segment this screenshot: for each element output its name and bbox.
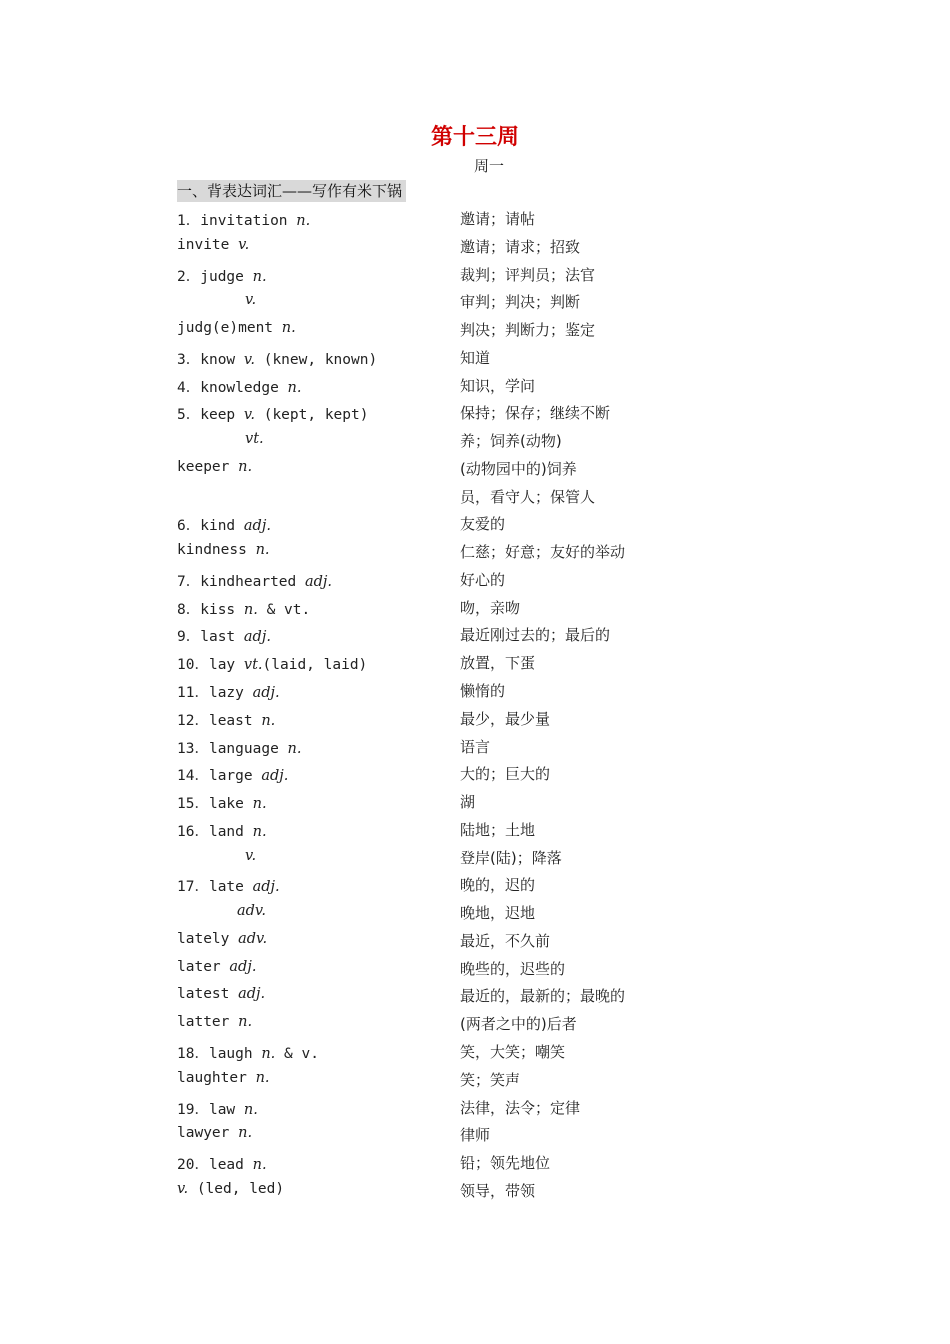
entry-part-of-speech: n. xyxy=(261,712,276,729)
entry-word: 8．kiss xyxy=(177,601,244,618)
vocab-entry xyxy=(177,1121,697,1149)
entry-meaning: 笑，大笑；嘲笑 xyxy=(460,1042,566,1061)
entry-meaning: 保持；保存；继续不断 xyxy=(460,404,611,423)
entry-meaning: 裁判；评判员；法官 xyxy=(460,265,596,284)
entry-part-of-speech: n. xyxy=(238,1014,253,1031)
entry-word: lately xyxy=(177,930,239,947)
vocab-entry xyxy=(177,844,697,872)
entry-meaning: 法律，法令；定律 xyxy=(460,1098,581,1117)
vocab-entry xyxy=(177,733,697,761)
entry-term xyxy=(177,570,332,591)
entry-meaning: 友爱的 xyxy=(460,515,506,534)
entry-meaning: 知道 xyxy=(460,348,491,367)
entry-word: laughter xyxy=(177,1069,256,1086)
entry-word: latest xyxy=(177,986,239,1003)
entry-term xyxy=(177,1014,252,1030)
entry-part-of-speech: adv. xyxy=(237,903,267,920)
entry-term xyxy=(177,1181,284,1197)
entry-part-of-speech: adj. xyxy=(305,573,333,590)
entry-term xyxy=(177,209,310,230)
entry-part-of-speech: vt. xyxy=(243,657,263,674)
entry-term xyxy=(177,403,368,424)
entry-meaning: 好心的 xyxy=(460,570,506,589)
entry-term xyxy=(177,931,267,947)
entry-term xyxy=(177,764,288,785)
vocab-entry xyxy=(177,705,697,733)
entry-forms: (kept, kept) xyxy=(254,407,369,424)
entry-term xyxy=(177,709,275,730)
entry-part-of-speech: v. xyxy=(243,351,255,368)
entry-forms: (led, led) xyxy=(188,1180,285,1197)
entry-meaning: 放置，下蛋 xyxy=(460,654,536,673)
entry-part-of-speech: n. xyxy=(252,823,267,840)
entry-part-of-speech: n. xyxy=(261,1045,276,1062)
entry-word: later xyxy=(177,958,230,975)
entry-word: kindness xyxy=(177,542,256,559)
vocab-entry xyxy=(177,316,697,344)
vocab-entry xyxy=(177,483,697,511)
entry-word: 12．least xyxy=(177,712,262,729)
entry-term xyxy=(245,848,256,864)
entry-term xyxy=(177,986,265,1002)
entry-term xyxy=(177,376,301,397)
entry-word: 9．last xyxy=(177,629,244,646)
entry-word: 10．lay xyxy=(177,657,244,674)
entry-word: 20．lead xyxy=(177,1157,253,1174)
entry-part-of-speech: n. xyxy=(252,796,267,813)
entry-term xyxy=(177,459,252,475)
entry-meaning: 铅；领先地位 xyxy=(460,1154,551,1173)
entry-meaning: 最近的，最新的；最晚的 xyxy=(460,987,626,1006)
entry-part-of-speech: v. xyxy=(243,407,255,424)
entry-term xyxy=(177,1070,270,1086)
entry-meaning: 律师 xyxy=(460,1126,491,1145)
entry-term xyxy=(177,514,271,535)
entry-word: judg(e)ment xyxy=(177,320,282,337)
entry-part-of-speech: n. xyxy=(252,268,267,285)
entry-meaning: 领导，带领 xyxy=(460,1181,536,1200)
entry-word: 19．law xyxy=(177,1101,244,1118)
entry-part-of-speech: n. xyxy=(243,601,258,618)
entry-part-of-speech: v. xyxy=(245,292,257,309)
entry-term xyxy=(237,903,266,919)
entry-part-of-speech: n. xyxy=(287,740,302,757)
entry-term xyxy=(177,1153,267,1174)
entry-forms: & vt. xyxy=(257,601,311,618)
entry-meaning: 最近刚过去的；最后的 xyxy=(460,626,611,645)
entry-forms: (laid, laid) xyxy=(262,657,368,674)
entry-term xyxy=(177,598,310,619)
entry-term xyxy=(177,320,296,336)
vocab-entry xyxy=(177,816,697,844)
entry-term xyxy=(177,1098,258,1119)
entry-meaning: 登岸(陆)；降落 xyxy=(460,848,562,867)
vocab-entry xyxy=(177,372,697,400)
entry-meaning: 养；饲养(动物) xyxy=(460,432,562,451)
vocab-entry xyxy=(177,344,697,372)
entry-part-of-speech: n. xyxy=(243,1101,258,1118)
vocab-entry xyxy=(177,788,697,816)
entry-part-of-speech: n. xyxy=(238,1125,253,1142)
entry-part-of-speech: n. xyxy=(255,1069,270,1086)
entry-term xyxy=(245,431,264,447)
vocab-entry xyxy=(177,1177,697,1205)
vocab-entry xyxy=(177,1010,697,1038)
entry-meaning: 邀请；请求；招致 xyxy=(460,237,581,256)
entry-meaning: 晚些的，迟些的 xyxy=(460,959,566,978)
entry-term xyxy=(177,653,367,674)
entry-meaning: 晚的，迟的 xyxy=(460,876,536,895)
entry-word: 11．lazy xyxy=(177,685,253,702)
entry-forms: & v. xyxy=(275,1045,319,1062)
vocab-entry xyxy=(177,621,697,649)
entry-word: 4．knowledge xyxy=(177,379,288,396)
vocab-entry xyxy=(177,1149,697,1177)
vocab-entry xyxy=(177,982,697,1010)
entry-part-of-speech: adj. xyxy=(243,518,271,535)
entry-word: 2．judge xyxy=(177,268,253,285)
entry-forms: (knew, known) xyxy=(254,351,378,368)
entry-term xyxy=(177,348,377,369)
vocab-entry xyxy=(177,427,697,455)
entry-term xyxy=(177,542,270,558)
entry-word: 3．know xyxy=(177,351,244,368)
entry-part-of-speech: adj. xyxy=(229,958,257,975)
entry-meaning: 知识，学问 xyxy=(460,376,536,395)
entry-word: 6．kind xyxy=(177,518,244,535)
vocab-entry xyxy=(177,871,697,899)
entry-part-of-speech: n. xyxy=(255,542,270,559)
entry-word: 16．land xyxy=(177,823,253,840)
vocab-entry xyxy=(177,399,697,427)
entry-term xyxy=(177,1125,252,1141)
vocab-entry xyxy=(177,649,697,677)
vocab-entry xyxy=(177,538,697,566)
vocab-entry xyxy=(177,510,697,538)
entry-word: 13．language xyxy=(177,740,288,757)
entry-term xyxy=(177,237,249,253)
entry-word: latter xyxy=(177,1014,239,1031)
vocab-entry xyxy=(177,955,697,983)
entry-part-of-speech: n. xyxy=(296,213,311,229)
vocab-entry xyxy=(177,927,697,955)
entry-meaning: 陆地；土地 xyxy=(460,820,536,839)
entry-meaning: 仁慈；好意；友好的举动 xyxy=(460,543,626,562)
entry-meaning: 判决；判断力；鉴定 xyxy=(460,321,596,340)
entry-term xyxy=(177,737,301,758)
vocab-entry xyxy=(177,1066,697,1094)
entry-meaning: 晚地，迟地 xyxy=(460,904,536,923)
entry-term xyxy=(177,820,267,841)
vocab-entry xyxy=(177,1094,697,1122)
entry-part-of-speech: n. xyxy=(252,1157,267,1174)
entry-word: 5．keep xyxy=(177,407,244,424)
entry-word: keeper xyxy=(177,458,239,475)
vocab-entry xyxy=(177,205,697,233)
page-title: 第十三周 xyxy=(430,124,519,150)
vocab-entry xyxy=(177,899,697,927)
page-subtitle: 周一 xyxy=(474,157,505,175)
entry-word: lawyer xyxy=(177,1125,239,1142)
entry-word: 17．late xyxy=(177,879,253,896)
vocab-entry xyxy=(177,566,697,594)
entry-meaning: 懒惰的 xyxy=(460,682,506,701)
vocab-entry xyxy=(177,455,697,483)
entry-term xyxy=(245,292,256,308)
vocab-entry xyxy=(177,233,697,261)
entry-word: 14．large xyxy=(177,768,262,785)
entry-part-of-speech: adj. xyxy=(252,879,280,896)
entry-term xyxy=(177,959,256,975)
entry-word: 7．kindhearted xyxy=(177,573,305,590)
entry-meaning: 最近，不久前 xyxy=(460,931,551,950)
entry-part-of-speech: n. xyxy=(287,379,302,396)
vocab-entry xyxy=(177,677,697,705)
entry-term xyxy=(177,265,267,286)
entry-word: invite xyxy=(177,236,239,253)
entry-part-of-speech: adv. xyxy=(238,930,268,947)
vocab-entry xyxy=(177,1038,697,1066)
entry-part-of-speech: n. xyxy=(238,458,253,475)
vocab-entry xyxy=(177,594,697,622)
section-heading: 一、背表达词汇——写作有米下锅 xyxy=(177,180,406,202)
entry-meaning: 语言 xyxy=(460,737,491,756)
entry-meaning: (动物园中的)饲养 xyxy=(460,459,577,478)
entry-part-of-speech: adj. xyxy=(238,986,266,1003)
entry-meaning: 最少，最少量 xyxy=(460,709,551,728)
entry-part-of-speech: v. xyxy=(177,1180,189,1197)
vocab-entry xyxy=(177,261,697,289)
entry-term xyxy=(177,875,280,896)
entry-part-of-speech: adj. xyxy=(261,768,289,785)
entry-meaning: 审判；判决；判断 xyxy=(460,293,581,312)
vocab-entry xyxy=(177,760,697,788)
entry-meaning: 员，看守人；保管人 xyxy=(460,487,596,506)
entry-part-of-speech: adj. xyxy=(252,685,280,702)
entry-part-of-speech: v. xyxy=(245,847,257,864)
entry-term xyxy=(177,681,280,702)
entry-part-of-speech: n. xyxy=(281,320,296,337)
entry-meaning: 湖 xyxy=(460,793,476,812)
entry-word: 15．lake xyxy=(177,796,253,813)
entry-term xyxy=(177,625,271,646)
entry-meaning: (两者之中的)后者 xyxy=(460,1015,577,1034)
entry-word: 1．invitation xyxy=(177,213,297,229)
vocab-list xyxy=(177,205,697,1205)
entry-part-of-speech: adj. xyxy=(243,629,271,646)
entry-meaning: 吻，亲吻 xyxy=(460,598,521,617)
entry-meaning: 邀请；请帖 xyxy=(460,210,536,228)
entry-meaning: 大的；巨大的 xyxy=(460,765,551,784)
entry-meaning: 笑；笑声 xyxy=(460,1070,521,1089)
entry-term xyxy=(177,1042,319,1063)
entry-term xyxy=(177,792,267,813)
vocab-entry xyxy=(177,288,697,316)
entry-word: 18．laugh xyxy=(177,1045,262,1062)
entry-part-of-speech: v. xyxy=(238,236,250,253)
entry-part-of-speech: vt. xyxy=(245,431,264,448)
